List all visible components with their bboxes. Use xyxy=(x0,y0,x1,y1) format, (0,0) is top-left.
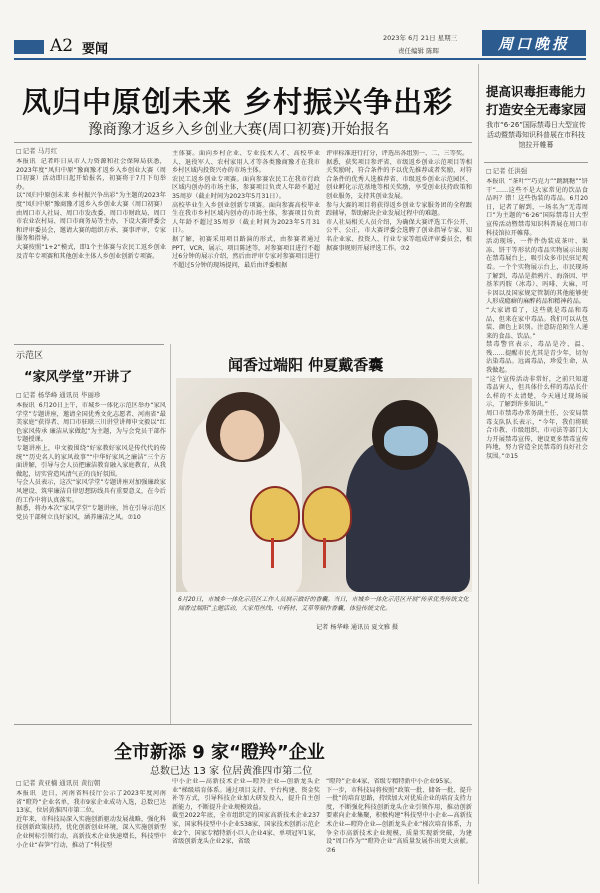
sachet-left-icon xyxy=(250,486,300,542)
left-kicker: 示范区 xyxy=(16,351,44,361)
photo-dragon-boat-sachets xyxy=(176,378,472,592)
lead-column-3: 评审标准进行打分，评选出各组别一、二、三等奖。 据悉，获奖项目参评省、市级返乡创业示范项目等相关奖励时，符合条件的予以优先推荐或者奖励，对符合条件的优秀人选推荐省、市级返乡创业示范园区、创业孵化示范基地等相关奖励，享受创业扶持政策和创业服务，支持其创业发展。 参与大赛的项目将获得返乡创业专家服务团的全程跟踪辅导，帮助解决企业发展过程中的难题。 市人社局相关人员介绍，为确保大赛评选工作公开、公平、公正，市大赛评委会选聘了创业指导专家、知名企业家、投资人、行业专家等组成评审委员会，根据赛事规则开展评选工作。⑦2 xyxy=(326,150,472,252)
header-rule xyxy=(14,58,586,60)
bottom-column-1: 本报讯 近日，河南省科技厅公示了2023年度河南省“瞪羚”企业名单，我市9家企业成功入选，总数已达13家，位居黄淮四市第二位。 近年来，市科技局深入实施创新驱动发展战略，强化科技创新政策扶持，优化创新创业环境，深入实施创新型企业树标引领行动，高新技术企业快速增长，科技型中小企业“春笋”行动，推动了“科技型 xyxy=(16,790,166,849)
right-rule xyxy=(484,162,588,163)
lead-byline: □ 记者 马月红 xyxy=(16,146,57,155)
section-name: 要闻 xyxy=(82,42,109,57)
editor-credit: 责任编辑 陈晖 xyxy=(398,47,440,55)
photo-woman-right-mask xyxy=(384,426,428,456)
right-headline-2: 打造安全无毒家园 xyxy=(486,102,587,117)
bottom-byline: □ 记者 黄亚楠 通讯员 黄衍朝 xyxy=(16,778,100,787)
left-column-divider xyxy=(170,344,171,724)
issue-date: 2023年 6月 21日 星期三 xyxy=(383,34,458,42)
lead-subtitle: 豫商豫才返乡入乡创业大赛(周口初赛)开始报名 xyxy=(88,122,390,138)
masthead-logo xyxy=(482,30,586,56)
bottom-rule xyxy=(14,724,472,725)
left-body: 本报讯 6月20日上午，市城乡一体化示范区举办“家风学堂”专题讲座，邀请全国优秀文化志愿者、河南省“最美家庭”获得者、周口市驻联三川讲堂讲师申文毅以“红色家风传承 廉洁从家做起”为主题，为与会党员干部作专题授课。 专题讲座上，申文毅围绕“好家教好家风是传代代的传统”“历史名人的家风故事”“中华好家风之廉洁”三个方面讲解，引导与会人员把廉洁教育融入家庭教育，从我做起，切实营造风清气正的良好氛围。 与会人员表示，这次“家风学堂”专题讲座对加强廉政家风建设、筑牢廉洁自律思想防线具有重要意义，在今后的工作中将认真落实。 据悉，将办本次“家风学堂”专题讲座，旨在引导示范区党员干部树立良好家风，涵养廉洁之风。⑦10 xyxy=(16,402,166,521)
sachet-right-icon xyxy=(302,486,352,542)
page-header xyxy=(0,0,600,64)
sachet-tassel-left xyxy=(271,538,274,568)
lead-column-2: 主体赛。面向乡村企业、专业技术人才、高校毕业人、退役军人、农村家用人才等各类豫商豫才在我市乡村区域内投资兴办的市场主体。 农民工返乡创业专项赛。面向参赛农民工在我市行政区域内创办的市场主体，参赛项目负责人年龄不超过35周岁（截止时间为2023年5月31日）。 高校毕业生入乡创业创新专项赛。面向参赛高校毕业生在我市乡村区域内创办的市场主体，参赛项目负责人年龄不超过35周岁（截止时间为2023年5月31日）。 据了解，初赛采用项目路演的形式，由参赛者通过PPT、VCR、展示、项目陈述等，对参赛项目进行不超过6分钟的展示介绍，然后由评审专家对参赛项目进行不超过5分钟的现场提问，最后由评委根据 xyxy=(172,150,320,269)
photo-woman-left-face xyxy=(220,410,264,460)
right-body: 本报讯 “茶叶”“巧克力”“跳跳糖”“饼干”……这些不是大家常见的饮品食品吗？错！这些伪装的毒品。6月20日，记者了解到，一场名为“无毒周口”为主题的“6·26”国际禁毒日大型宣传活动暨禁毒知识科普展在周口市科技馆拉开帷幕。 活动现场，一件件伪装成茶叶、果冻、饼干等形状的毒品实物展示出现在禁毒展台上，吸引众多市民驻足观看。一个个实物展示台上，市民现场了解到，毒品是指鸦片、海洛因、甲基苯丙胺（冰毒）、吗啡、大麻、可卡因以及国家规定管制的其他能够使人形成瘾癖的麻醉药品和精神药品。 “大家请看了，这些就是毒品和毒品，但来在家中毒品。我们可以从包装、颜色上识别。注意防范陌生人递来的食品、饮品。” 禁毒警官表示，毒品是冷、温、残……提醒市民尤其是青少年，切勿沾染毒品。远离毒品，珍爱生命，从我做起。 “这个宣传活动非常好，之前只知道毒品害人，但具体什么样的毒品长什么样的不太清楚，今天通过现场展示，了解到许多知识。” 周口市禁毒办常务副主任、公安局禁毒支队队长表示，“今年，我们将联合市教、市级组织、市司法等部门大力开展禁毒宣传，建设更多禁毒宣传阵地，努力营造全民禁毒的良好社会氛围。”⑦15 xyxy=(486,178,588,460)
masthead-text: 周口晚报 xyxy=(497,34,570,53)
right-byline: □ 记者 任洪强 xyxy=(486,166,527,175)
left-headline: “家风学堂”开讲了 xyxy=(24,370,133,385)
photo-credit: 记者 杨华峰 通讯员 夏文雅 摄 xyxy=(316,624,399,631)
left-mid-rule xyxy=(14,344,164,345)
right-column-divider xyxy=(478,64,479,884)
section-number: A2 xyxy=(50,36,74,56)
right-subtitle: 我市“6·26”国际禁毒日大型宣传活动暨禁毒知识科普展在市科技馆拉开帷幕 xyxy=(486,121,586,149)
bottom-column-2: 中小企业—高新技术企业—瞪羚企业—创新龙头企业”梯级培育体系。通过项目支持、平台构建、资金奖补等方式，引导科技企业加大研发投入，提升自主创新能力，不断提升企业规模效益。 截至2022年底，全市组织定的国家高新技术企业237家，国家科技型中小企业538家，国家技术创新示范企业2个、国家专精特新小巨人企业4家、单项冠军1家，省级创新龙头企业2家，省级 xyxy=(172,778,320,846)
photo-caption: 6月20日，市城乡一体化示范区工作人员展示做好的香囊。当日，市城乡一体化示范区开展“传承优秀传统文化 闻香过端阳”主题活动，大家用丝线、中药材、艾草等制作香囊，体验传统文化。 xyxy=(178,596,469,612)
bottom-headline: 全市新添 9 家“瞪羚”企业 xyxy=(114,742,325,763)
left-byline: □ 记者 杨华峰 通讯员 毕丽珍 xyxy=(16,390,100,399)
bottom-column-3: “瞪羚”企业4家、省级专精特新中小企业95家。 下一步，市科技局将按照“政策一批、储备一批、提升一批”的培育思路，持续加大对优质企业的培育支持力度，不断强化科技创新龙头企业引领作用，推动创新要素向企业集聚，积极构建“科技型中小企业—高新技术企业—瞪羚企业—创新龙头企业”梯次培育体系，力争全市高新技术企业规模、质量实现新突破，为建设“周口作为”“瞪羚企业”高质量发展作出更大贡献。⑦6 xyxy=(326,778,472,854)
lead-rule xyxy=(14,142,472,143)
lead-column-1: 本报讯 记者昨日从市人力资源和社会保障局获悉，2023年度“凤归中原”豫商豫才返乡入乡创业大赛（周口初赛）活动即日起开始报名，初赛将于7月下旬举办。 以“凤归中原创未来 乡村振兴争出彩”为主题的2023年度“凤归中原”豫商豫才返乡入乡创业大赛（周口初赛）由周口市人社局、周口市发改委、周口市财政局、周口市农业农村局、周口市商务局等主办，下设大赛评委会和评审委员会，邀请大赛的组织方承、赛事评审，专家服务和指导。 大赛按照“1+2”模式，即1个主体赛与农民工返乡创业及青年专项赛和其他创业主体人乡创业创新专项赛。 xyxy=(16,158,166,260)
header-bar-mark xyxy=(14,40,44,54)
photo-headline: 闻香过端阳 仲夏戴香囊 xyxy=(228,356,384,374)
right-headline-1: 提高识毒拒毒能力 xyxy=(486,84,587,99)
sachet-tassel-right xyxy=(323,538,326,568)
lead-headline: 凤归中原创未来 乡村振兴争出彩 xyxy=(22,85,454,119)
bottom-subtitle: 总数已达 13 家 位居黄淮四市第二位 xyxy=(150,766,313,777)
